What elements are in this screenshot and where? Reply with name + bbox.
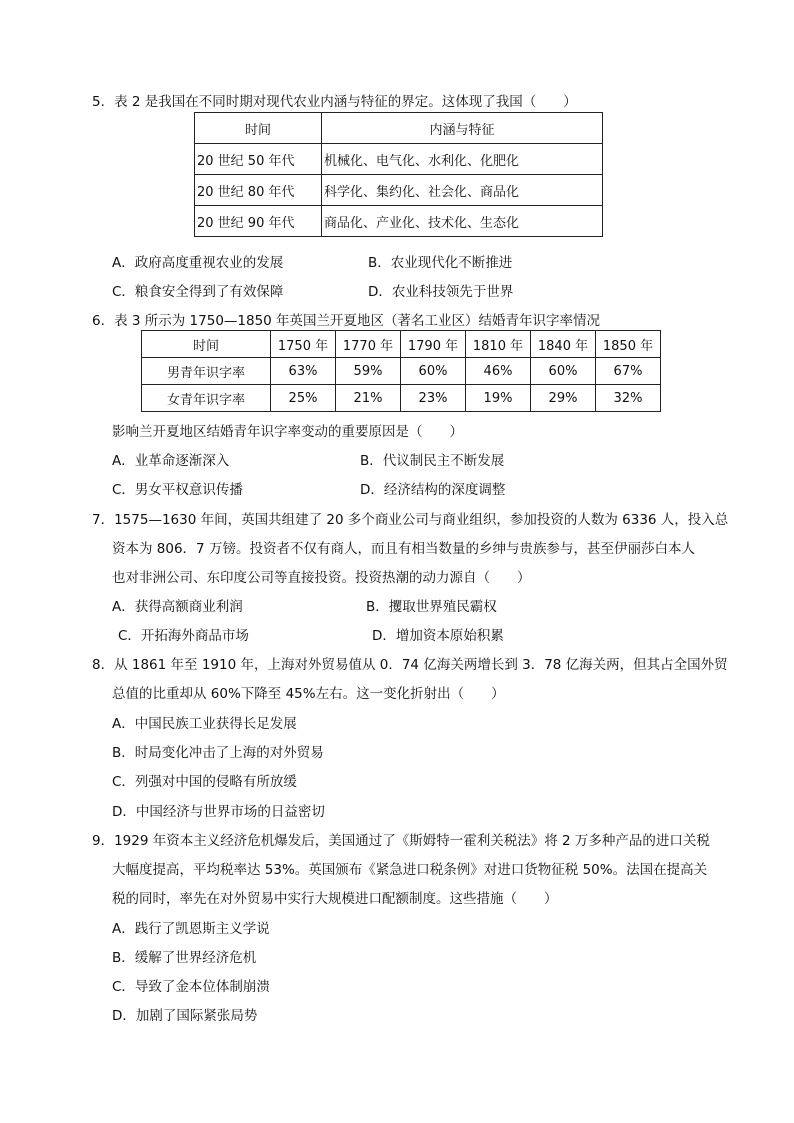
- table-cell: 29%: [531, 385, 596, 412]
- table-cell: 60%: [401, 358, 466, 385]
- table-header-cell: 1770 年: [336, 331, 401, 358]
- table-row: [195, 175, 603, 206]
- table-cell: 63%: [271, 358, 336, 385]
- q8-option-b: B．时局变化冲击了上海的对外贸易: [112, 745, 324, 761]
- q6-option-d: D．经济结构的深度调整: [360, 482, 506, 498]
- q7-line-3: 也对非洲公司、东印度公司等直接投资。投资热潮的动力源自（ ）: [112, 570, 531, 586]
- q5-option-d: D．农业科技领先于世界: [368, 284, 514, 300]
- table-cell: 女青年识字率: [142, 385, 271, 412]
- table-cell: 机械化、电气化、水利化、化肥化: [322, 144, 603, 175]
- q6-option-c: C．男女平权意识传播: [112, 482, 243, 498]
- table-2: [194, 112, 603, 237]
- q5-option-a: A．政府高度重视农业的发展: [112, 255, 284, 271]
- q6-option-b: B．代议制民主不断发展: [360, 453, 505, 469]
- table-cell: 20 世纪 90 年代: [195, 206, 322, 237]
- table-cell: 32%: [596, 385, 661, 412]
- table-row: [142, 358, 661, 385]
- table-header-cell: 时间: [195, 113, 322, 144]
- table-header-cell: 时间: [142, 331, 271, 358]
- q9-option-a: A．践行了凯恩斯主义学说: [112, 921, 270, 937]
- q7-option-b: B．攫取世界殖民霸权: [366, 599, 497, 615]
- table-cell: 60%: [531, 358, 596, 385]
- table-header-cell: 1850 年: [596, 331, 661, 358]
- q6-stem: 6．表 3 所示为 1750—1850 年英国兰开夏地区（著名工业区）结婚青年识字率情况: [92, 313, 601, 329]
- table-cell: 59%: [336, 358, 401, 385]
- table-row: [195, 113, 603, 144]
- table-cell: 46%: [466, 358, 531, 385]
- table-cell: 男青年识字率: [142, 358, 271, 385]
- q8-line-2: 总值的比重却从 60%下降至 45%左右。这一变化折射出（ ）: [112, 686, 505, 702]
- q7-option-a: A．获得高额商业利润: [112, 599, 243, 615]
- table-cell: 20 世纪 50 年代: [195, 144, 322, 175]
- q9-line-3: 税的同时，率先在对外贸易中实行大规模进口配额制度。这些措施（ ）: [112, 891, 558, 907]
- table-cell: 23%: [401, 385, 466, 412]
- table-cell: 21%: [336, 385, 401, 412]
- table-header-cell: 1750 年: [271, 331, 336, 358]
- q7-option-d: D．增加资本原始积累: [372, 628, 504, 644]
- table-header-cell: 1790 年: [401, 331, 466, 358]
- table-cell: 商品化、产业化、技术化、生态化: [322, 206, 603, 237]
- q9-line-1: 9．1929 年资本主义经济危机爆发后，美国通过了《斯姆特一霍利关税法》将 2 万多种产品的进口关税: [92, 833, 710, 849]
- q6-question: 影响兰开夏地区结婚青年识字率变动的重要原因是（ ）: [112, 424, 463, 440]
- q8-option-c: C．列强对中国的侵略有所放缓: [112, 774, 297, 790]
- q5-stem: 5．表 2 是我国在不同时期对现代农业内涵与特征的界定。这体现了我国（ ）: [92, 94, 577, 110]
- q5-option-b: B．农业现代化不断推进: [368, 255, 513, 271]
- table-row: [142, 331, 661, 358]
- table-row: [195, 144, 603, 175]
- table-cell: 67%: [596, 358, 661, 385]
- table-header-cell: 1840 年: [531, 331, 596, 358]
- q8-option-a: A．中国民族工业获得长足发展: [112, 716, 297, 732]
- table-row: [195, 206, 603, 237]
- q6-option-a: A．业革命逐渐深入: [112, 453, 230, 469]
- q9-option-c: C．导致了金本位体制崩溃: [112, 979, 270, 995]
- q7-line-1: 7．1575—1630 年间，英国共组建了 20 多个商业公司与商业组织，参加投资的人数为 6336 人，投入总: [92, 512, 729, 528]
- q9-option-d: D．加剧了国际紧张局势: [112, 1008, 258, 1024]
- table-header-cell: 内涵与特征: [322, 113, 603, 144]
- table-header-cell: 1810 年: [466, 331, 531, 358]
- table-cell: 25%: [271, 385, 336, 412]
- q8-option-d: D．中国经济与世界市场的日益密切: [112, 804, 325, 820]
- q8-line-1: 8．从 1861 年至 1910 年，上海对外贸易值从 0．74 亿海关两增长到 3．78 亿海关两，但其占全国外贸: [92, 657, 728, 673]
- q7-line-2: 资本为 806．7 万镑。投资者不仅有商人，而且有相当数量的乡绅与贵族参与，甚至伊丽莎白本人: [112, 541, 695, 557]
- table-row: [142, 385, 661, 412]
- q9-option-b: B．缓解了世界经济危机: [112, 950, 257, 966]
- q7-option-c: C．开拓海外商品市场: [118, 628, 249, 644]
- table-cell: 20 世纪 80 年代: [195, 175, 322, 206]
- table-cell: 科学化、集约化、社会化、商品化: [322, 175, 603, 206]
- q9-line-2: 大幅度提高，平均税率达 53%。英国颁布《紧急进口税条例》对进口货物征税 50%。法国在提高关: [112, 862, 708, 878]
- table-cell: 19%: [466, 385, 531, 412]
- table-3: [141, 330, 661, 412]
- q5-option-c: C．粮食安全得到了有效保障: [112, 284, 284, 300]
